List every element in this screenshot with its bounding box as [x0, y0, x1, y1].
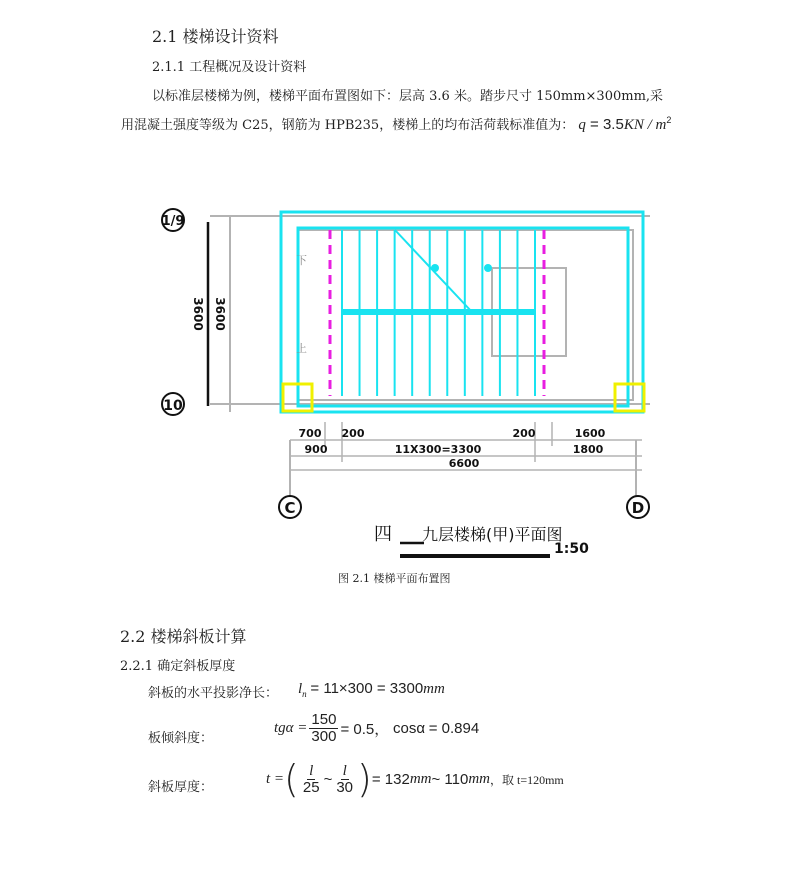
drawing-scale: 1:50	[554, 541, 589, 557]
eq3: t = ( $\frac{l}{25}$ ~ $\frac{l}{30}$ ) = 132 mm ~ 110 mm ，取 t=120mm	[266, 757, 564, 801]
axis-label-bottom: 10	[163, 398, 183, 414]
axis-label-top: 1/9	[161, 214, 185, 229]
eq2-fraction: $\frac{150}{300}$	[311, 711, 337, 745]
axis-label-c: C	[284, 499, 296, 517]
dim-total: 6600	[448, 457, 480, 470]
up-label: 上	[296, 342, 307, 355]
dim-row1-a: 700	[298, 427, 322, 440]
dim-row2-a: 900	[304, 443, 328, 456]
dim-row1-b: 200	[341, 427, 365, 440]
dim-vertical-2: 3600	[213, 297, 227, 331]
intro-line-1: 以标准层楼梯为例，楼梯平面布置图如下：层高 3.6 米。踏步尺寸 150mm×300mm,采	[152, 89, 664, 104]
dim-vertical-1: 3600	[191, 297, 205, 331]
axis-label-d: D	[631, 499, 645, 517]
walk-arrow	[431, 264, 439, 272]
intro-line-2-text: 用混凝土强度等级为 C25，钢筋为 HPB235，楼梯上的均布活荷载标准值为：	[121, 118, 575, 133]
dim-row2-b: 11X300=3300	[394, 443, 482, 456]
subsection-title: 2.1.1 工程概况及设计资料	[152, 60, 307, 75]
figure-caption: 图 2.1 楼梯平面布置图	[338, 572, 451, 585]
eq1: $l_n = 11\times 300 = 3300mm$	[298, 680, 445, 699]
drawing-title-prefix: 四	[374, 524, 392, 545]
eq3-label: 斜板厚度：	[148, 780, 214, 795]
section-title: 2.1 楼梯设计资料	[152, 27, 279, 46]
eq2-label: 板倾斜度：	[148, 731, 214, 746]
stair-plan-drawing	[150, 200, 650, 568]
down-label: 下	[296, 254, 307, 267]
section2-title: 2.2 楼梯斜板计算	[120, 627, 247, 646]
dim-row1-d: 1600	[574, 427, 606, 440]
eq1-label: 斜板的水平投影净长：	[148, 686, 279, 701]
eq2: tgα = $\frac{150}{300}$ = 0.5， cosα = 0.894	[274, 711, 480, 745]
dim-row1-c: 200	[512, 427, 536, 440]
drawing-title: 九层楼梯(甲)平面图	[422, 525, 563, 544]
eq3-fraction-1: $\frac{l}{25}$	[302, 762, 320, 796]
intro-line-2	[121, 114, 671, 134]
section2-subtitle: 2.2.1 确定斜板厚度	[120, 659, 236, 674]
load-formula: $q = 3.5KN / m^2$	[578, 115, 672, 133]
stair-inner-outline	[298, 228, 628, 406]
eq3-fraction-2: $\frac{l}{30}$	[336, 762, 354, 796]
dim-row2-c: 1800	[572, 443, 604, 456]
walk-arrow-2	[484, 264, 492, 272]
